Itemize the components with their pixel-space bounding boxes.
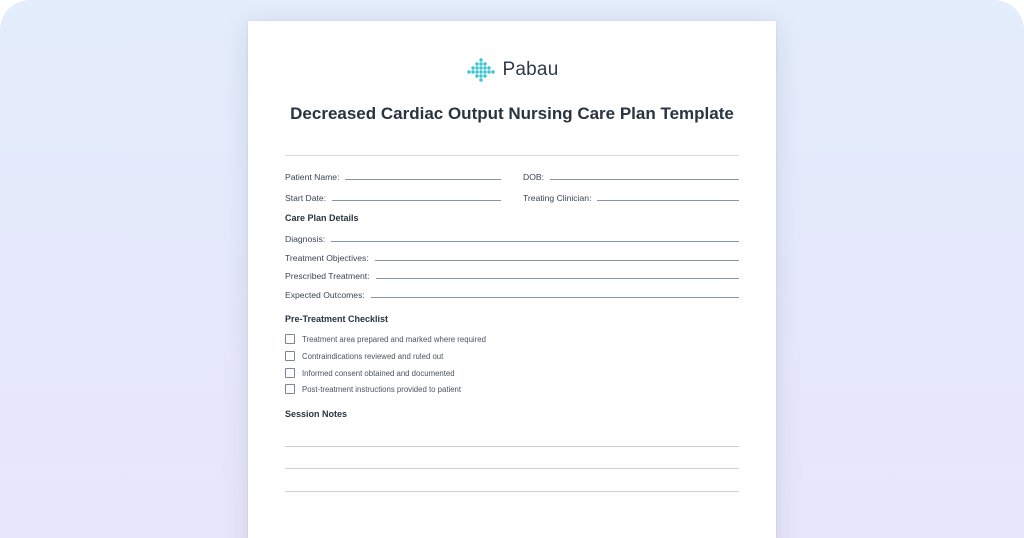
checklist-heading: Pre-Treatment Checklist bbox=[285, 314, 389, 324]
field-label: Prescribed Treatment: bbox=[285, 271, 370, 281]
document-title: Decreased Cardiac Output Nursing Care Plan Template bbox=[290, 104, 734, 123]
dob-field[interactable] bbox=[523, 170, 739, 182]
field-label: Patient Name: bbox=[285, 172, 340, 182]
field-label: DOB: bbox=[523, 172, 545, 182]
field-label: Diagnosis: bbox=[285, 234, 326, 244]
checkbox[interactable] bbox=[285, 368, 295, 378]
care-plan-heading: Care Plan Details bbox=[285, 213, 359, 223]
checkbox[interactable] bbox=[285, 334, 295, 344]
checklist-item[interactable] bbox=[285, 368, 455, 378]
fill-line bbox=[371, 289, 739, 298]
field-label: Start Date: bbox=[285, 193, 327, 203]
patient-name-field[interactable] bbox=[285, 170, 501, 182]
prescribed-treatment-field[interactable] bbox=[285, 269, 739, 281]
checklist-item[interactable] bbox=[285, 334, 486, 344]
checklist-label: Contraindications reviewed and ruled out bbox=[302, 351, 444, 361]
checkbox[interactable] bbox=[285, 351, 295, 361]
fill-line bbox=[597, 192, 739, 201]
fill-line bbox=[345, 171, 501, 180]
pabau-logo-icon bbox=[466, 57, 496, 83]
checklist-label: Post-treatment instructions provided to patient bbox=[302, 384, 462, 394]
fill-line bbox=[375, 252, 739, 261]
brand-logo bbox=[248, 57, 776, 83]
notes-line[interactable] bbox=[285, 446, 739, 447]
session-notes-heading: Session Notes bbox=[285, 409, 348, 419]
fill-line bbox=[332, 192, 501, 201]
document-page bbox=[248, 21, 776, 538]
treatment-objectives-field[interactable] bbox=[285, 251, 739, 263]
notes-line[interactable] bbox=[285, 491, 739, 492]
treating-clinician-field[interactable] bbox=[523, 191, 739, 203]
title-divider bbox=[285, 155, 739, 156]
checklist-label: Treatment area prepared and marked where required bbox=[302, 334, 486, 344]
checklist-item[interactable] bbox=[285, 384, 461, 394]
fill-line bbox=[376, 270, 739, 279]
checkbox[interactable] bbox=[285, 384, 295, 394]
fill-line bbox=[331, 233, 739, 242]
checklist-label: Informed consent obtained and documented bbox=[302, 368, 455, 378]
fill-line bbox=[550, 171, 739, 180]
field-label: Treating Clinician: bbox=[523, 193, 592, 203]
field-label: Treatment Objectives: bbox=[285, 253, 369, 263]
field-label: Expected Outcomes: bbox=[285, 290, 365, 300]
notes-line[interactable] bbox=[285, 468, 739, 469]
expected-outcomes-field[interactable] bbox=[285, 288, 739, 300]
checklist-item[interactable] bbox=[285, 351, 443, 361]
diagnosis-field[interactable] bbox=[285, 232, 739, 244]
brand-name: Pabau bbox=[502, 59, 559, 80]
start-date-field[interactable] bbox=[285, 191, 501, 203]
